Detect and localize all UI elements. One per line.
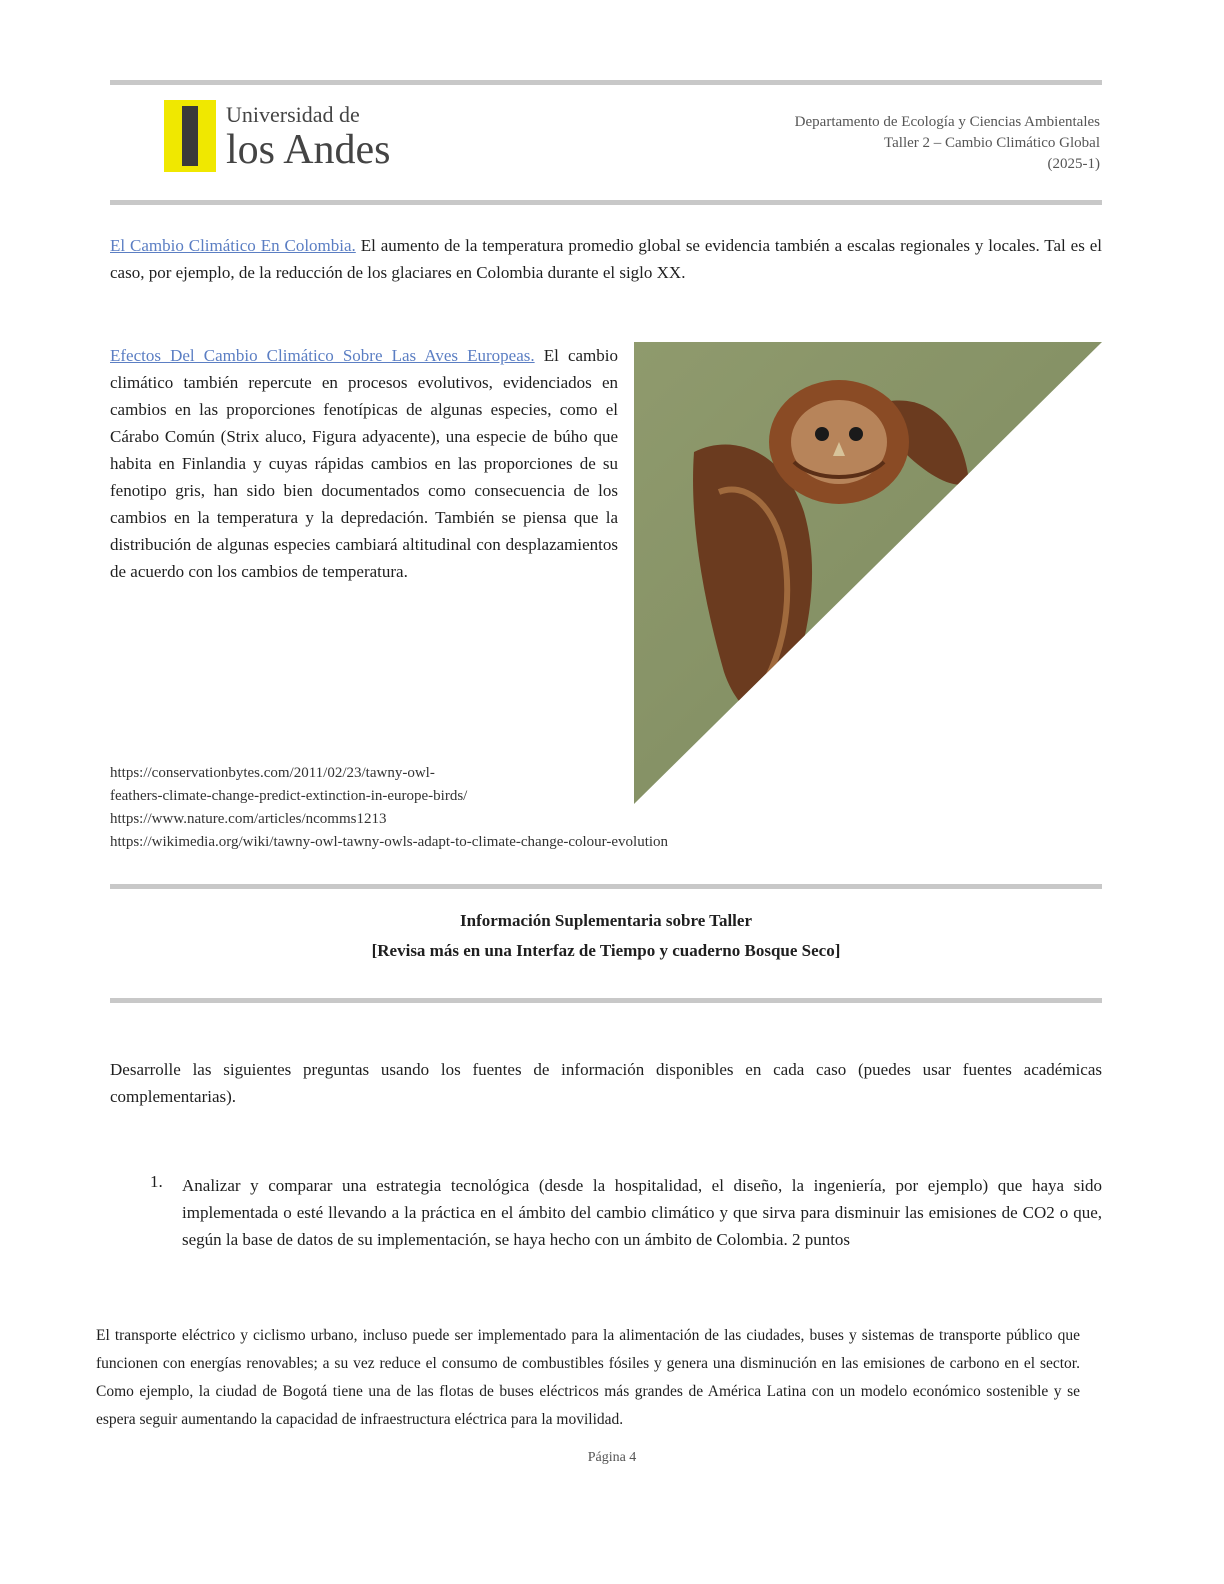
colombia-text: El aumento de la temperatura promedio global se evidencia también a escalas regionales y locales. Tal es el caso, por ejemplo, de la reducción de los glaciares en Colombia durante el siglo XX. [110,236,1102,282]
logo-mark [164,100,216,172]
section-rule-bottom [110,998,1102,1003]
section-rule-top [110,884,1102,889]
page-number: Página 4 [587,1450,637,1465]
owl-image [634,342,1102,804]
logo-line1: Universidad de [226,102,360,127]
instructions-paragraph: Desarrolle las siguientes preguntas usando los fuentes de información disponibles en cada caso (puedes usar fuentes académicas complementarias). [110,1060,1102,1106]
workshop-line: Taller 2 – Cambio Climático Global [884,135,1100,151]
sources-list [110,762,668,854]
colombia-paragraph [110,232,1102,286]
owl-link[interactable]: Efectos Del Cambio Climático Sobre Las Aves Europeas. [110,346,535,365]
colombia-link[interactable]: El Cambio Climático En Colombia. [110,236,356,255]
supplement-title [110,906,1102,966]
supplement-title-line2: [Revisa más en una Interfaz de Tiempo y cuaderno Bosque Seco] [371,941,841,960]
top-rule [110,80,1102,85]
university-logo [164,100,404,176]
logo-line2: los Andes [226,127,391,173]
question-text: Analizar y comparar una estrategia tecnológica (desde la hospitalidad, el diseño, la ingeniería, por ejemplo) que haya sido implementada o esté llevando a la práctica en el ámbito del cambio climático y que sirva para disminuir las emisiones de CO2 o que, según la base de datos de su implementación, se haya hecho con un ámbito de Colombia. 2 puntos [182,1176,1102,1249]
owl-paragraph [110,342,618,585]
answer-paragraph: El transporte eléctrico y ciclismo urbano, incluso puede ser implementado para la alimentación de las ciudades, buses y sistemas de transporte público que funcionen con energías renovables; a su vez reduce el consumo de combustibles fósiles y genera una disminución en las emisiones de carbono en el sector. Como ejemplo, la ciudad de Bogotá tiene una de las flotas de buses eléctricos más grandes de América Latina con un modelo económico sostenible y se espera seguir aumentando la capacidad de infraestructura eléctrica para la movilidad. [96,1327,1080,1428]
source-link[interactable]: https://www.nature.com/articles/ncomms1213 [110,811,387,827]
source-link[interactable]: https://conservationbytes.com/2011/02/23/tawny-owl- [110,765,435,781]
header-info [795,112,1100,175]
header-rule [110,200,1102,205]
supplement-title-line1: Información Suplementaria sobre Taller [460,911,752,930]
source-link[interactable]: feathers-climate-change-predict-extinction-in-europe-birds/ [110,788,468,804]
owl-text: El cambio climático también repercute en procesos evolutivos, evidenciados en cambios en las proporciones fenotípicas de algunas especies, como el Cárabo Común (Strix aluco, Figura adyacente), una especie de búho que habita en Finlandia y cuyas rápidas cambios en las proporciones de su fenotipo gris, han sido bien documentados como consecuencia de los cambios en la temperatura y la depredación. También se piensa que la distribución de algunas especies cambiará altitudinal con desplazamientos de acuerdo con los cambios de temperatura. [110,346,618,581]
department-line: Departamento de Ecología y Ciencias Ambientales [794,114,1100,130]
term-line: (2025-1) [1047,156,1100,172]
source-link[interactable]: https://wikimedia.org/wiki/tawny-owl-tawny-owls-adapt-to-climate-change-colour-evolution [110,834,669,850]
question-number: 1. [150,1172,163,1191]
